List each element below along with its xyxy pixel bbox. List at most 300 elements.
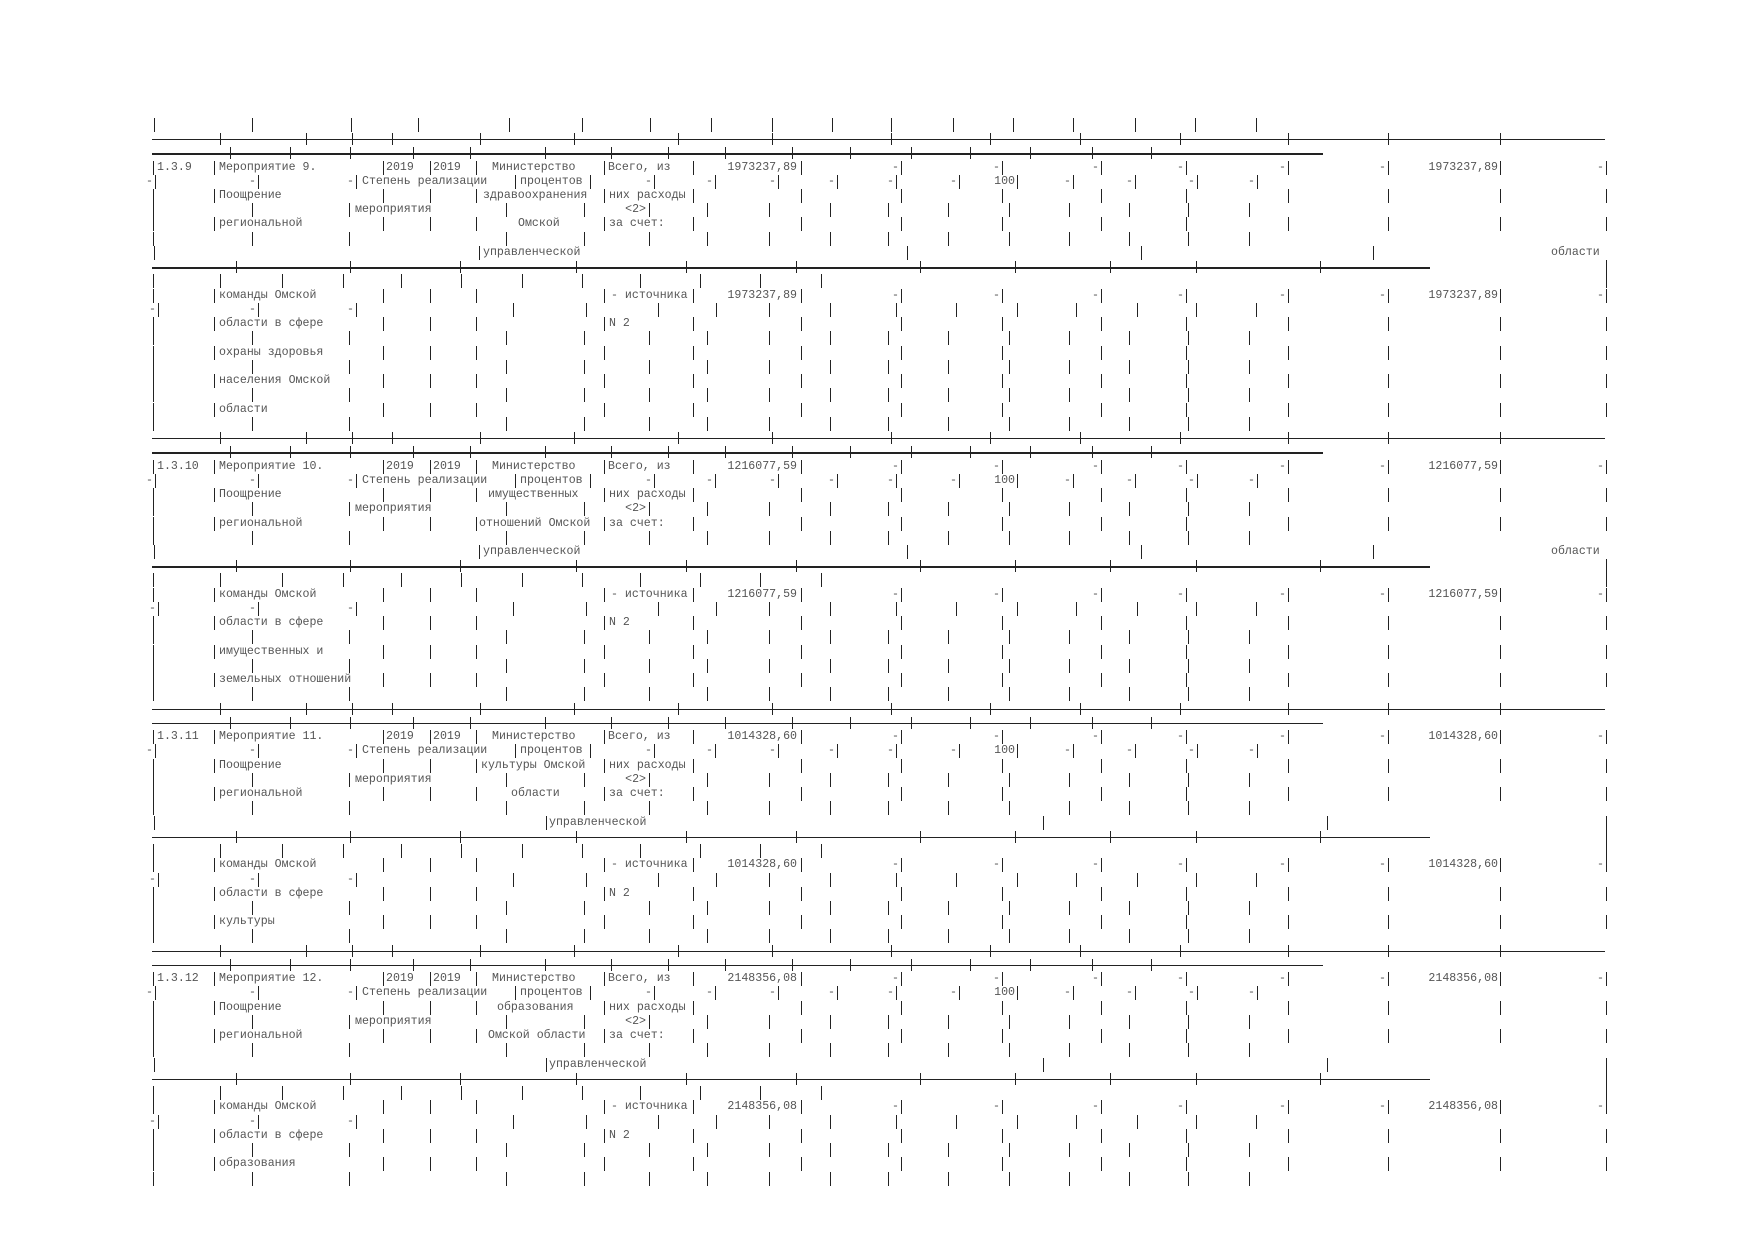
table-border	[1013, 118, 1014, 132]
table-border	[1606, 816, 1607, 830]
table-border	[1069, 1015, 1070, 1029]
table-border	[506, 531, 507, 545]
table-border	[383, 915, 384, 929]
footnote-ref: <2>	[625, 772, 646, 786]
total-amount: 2148356,08	[727, 972, 797, 986]
table-border	[476, 374, 477, 388]
table-border	[1288, 374, 1289, 388]
amount-cell: -	[1597, 730, 1604, 744]
table-border	[383, 289, 384, 303]
table-border	[769, 873, 770, 887]
funding-source-text: - источника	[611, 288, 688, 302]
table-border	[1101, 403, 1102, 417]
amount-cell: -	[1279, 459, 1286, 473]
table-border	[153, 403, 154, 417]
table-border	[1092, 446, 1093, 458]
measure-name-line: области	[219, 402, 268, 416]
table-border	[1288, 645, 1289, 659]
table-border	[769, 531, 770, 545]
table-border	[948, 531, 949, 545]
indicator-value: -	[1248, 986, 1255, 1000]
table-border	[1197, 986, 1198, 1000]
table-border	[1197, 474, 1198, 488]
table-border	[1606, 830, 1607, 844]
table-border	[1500, 189, 1501, 203]
table-border	[383, 460, 384, 474]
table-border	[430, 645, 431, 659]
table-border	[1186, 1001, 1187, 1015]
table-border	[590, 175, 591, 189]
table-border	[1186, 161, 1187, 175]
table-border	[1002, 858, 1003, 872]
table-border	[401, 274, 402, 288]
table-border	[896, 175, 897, 189]
table-border	[383, 403, 384, 417]
table-border	[515, 175, 516, 189]
table-border	[1388, 588, 1389, 602]
table-border	[1256, 1115, 1257, 1129]
table-border	[1327, 1058, 1328, 1072]
amount-cell: -	[1379, 587, 1386, 601]
table-border	[686, 261, 687, 273]
table-border	[658, 1115, 659, 1129]
table-border	[1030, 717, 1031, 729]
table-border	[470, 446, 471, 458]
table-border	[214, 645, 215, 659]
table-border	[1388, 517, 1389, 531]
amount-cell: -	[1379, 972, 1386, 986]
table-border	[1009, 659, 1010, 673]
table-border	[707, 203, 708, 217]
table-border	[888, 1043, 889, 1057]
table-border	[1186, 972, 1187, 986]
table-border	[1249, 630, 1250, 644]
table-border	[1002, 673, 1003, 687]
table-border	[769, 417, 770, 431]
indicator-value: -	[645, 473, 652, 487]
table-border	[901, 887, 902, 901]
table-border	[430, 1129, 431, 1143]
table-border	[1288, 217, 1289, 231]
table-border	[725, 717, 726, 729]
table-border	[349, 929, 350, 943]
table-border	[290, 147, 291, 159]
table-border	[513, 303, 514, 317]
table-border	[896, 873, 897, 887]
table-border	[700, 573, 701, 587]
table-border	[1388, 787, 1389, 801]
table-border	[769, 360, 770, 374]
table-border	[707, 901, 708, 915]
table-border	[1141, 246, 1142, 260]
table-border	[356, 175, 357, 189]
table-border	[611, 959, 612, 971]
table-border	[153, 844, 154, 858]
table-border	[716, 873, 717, 887]
table-border	[948, 929, 949, 943]
indicator-name: Степень реализации	[362, 174, 488, 188]
source-amount-2: 1973237,89	[1428, 288, 1498, 302]
table-border	[801, 1001, 802, 1015]
table-border	[1196, 873, 1197, 887]
table-border	[430, 517, 431, 531]
table-rule	[152, 1079, 1430, 1080]
table-border	[461, 1086, 462, 1100]
table-border	[1388, 133, 1389, 145]
empty-cell: -	[249, 1114, 256, 1128]
table-border	[1073, 118, 1074, 132]
table-border	[1009, 1143, 1010, 1157]
table-border	[1197, 744, 1198, 758]
table-border	[153, 858, 154, 872]
indicator-name: Степень реализации	[362, 986, 488, 1000]
amount-cell: -	[1279, 1100, 1286, 1114]
table-border	[214, 972, 215, 986]
table-border	[901, 730, 902, 744]
table-border	[153, 915, 154, 929]
table-border	[888, 773, 889, 787]
table-border	[1186, 887, 1187, 901]
table-border	[604, 759, 605, 773]
table-border	[383, 759, 384, 773]
table-border	[1101, 217, 1102, 231]
total-amount-2: 2148356,08	[1428, 972, 1498, 986]
amount-cell: -	[1597, 459, 1604, 473]
table-border	[1606, 1058, 1607, 1072]
table-border	[1073, 986, 1074, 1000]
table-border	[830, 1143, 831, 1157]
amount-cell: -	[1597, 1100, 1604, 1114]
table-border	[1186, 460, 1187, 474]
table-border	[1257, 175, 1258, 189]
table-border	[153, 1129, 154, 1143]
table-border	[343, 274, 344, 288]
amount-cell: -	[1279, 288, 1286, 302]
table-border	[155, 986, 156, 1000]
indicator-name: мероприятия	[355, 772, 432, 786]
table-border	[693, 972, 694, 986]
indicator-value: -	[645, 986, 652, 1000]
table-border	[716, 602, 717, 616]
table-border	[513, 1115, 514, 1129]
table-border	[214, 730, 215, 744]
indicator-value: -	[1064, 473, 1071, 487]
table-border	[1500, 432, 1501, 444]
amount-cell: -	[993, 858, 1000, 872]
table-border	[896, 986, 897, 1000]
table-border	[460, 261, 461, 273]
table-border	[252, 801, 253, 815]
table-border	[252, 1172, 253, 1186]
empty-cell: -	[249, 302, 256, 316]
table-border	[383, 645, 384, 659]
table-border	[1101, 1001, 1102, 1015]
table-border	[153, 388, 154, 402]
table-border	[948, 630, 949, 644]
table-border	[707, 531, 708, 545]
table-border	[252, 630, 253, 644]
table-border	[252, 118, 253, 132]
amount-cell: -	[1177, 730, 1184, 744]
table-border	[590, 744, 591, 758]
table-border	[970, 717, 971, 729]
table-border	[801, 972, 802, 986]
funding-source-text: Всего, из	[608, 160, 671, 174]
table-border	[888, 929, 889, 943]
indicator-value: -	[1188, 473, 1195, 487]
table-border	[640, 274, 641, 288]
table-border	[1606, 645, 1607, 659]
table-border	[1188, 331, 1189, 345]
table-border	[604, 673, 605, 687]
table-border	[546, 1058, 547, 1072]
table-border	[1101, 1129, 1102, 1143]
table-border	[891, 432, 892, 444]
table-border	[888, 630, 889, 644]
table-border	[476, 787, 477, 801]
table-border	[948, 801, 949, 815]
table-border	[1017, 744, 1018, 758]
executor-text: области	[1551, 245, 1600, 259]
table-border	[383, 1001, 384, 1015]
table-border	[1186, 374, 1187, 388]
table-border	[649, 1143, 650, 1157]
table-border	[1129, 417, 1130, 431]
table-border	[1129, 502, 1130, 516]
table-border	[654, 986, 655, 1000]
indicator-name: Степень реализации	[362, 744, 488, 758]
table-border	[1101, 346, 1102, 360]
table-border	[1015, 831, 1016, 843]
empty-cell: -	[249, 744, 256, 758]
executor-text: области	[1551, 544, 1600, 558]
source-amount: 1014328,60	[727, 858, 797, 872]
empty-cell: -	[149, 1114, 156, 1128]
measure-number: 1.3.9	[157, 160, 192, 174]
table-border	[792, 147, 793, 159]
amount-cell: -	[892, 1100, 899, 1114]
table-rule	[152, 153, 1323, 154]
table-border	[153, 346, 154, 360]
table-border	[604, 915, 605, 929]
table-border	[1069, 687, 1070, 701]
indicator-value: -	[645, 744, 652, 758]
table-border	[258, 744, 259, 758]
amount-cell: -	[1379, 730, 1386, 744]
table-border	[1180, 703, 1181, 715]
table-border	[772, 133, 773, 145]
table-border	[959, 474, 960, 488]
table-border	[1500, 403, 1501, 417]
table-border	[590, 986, 591, 1000]
amount-cell: -	[1379, 160, 1386, 174]
table-border	[506, 929, 507, 943]
amount-cell: -	[1279, 587, 1286, 601]
table-border	[888, 502, 889, 516]
table-border	[1196, 560, 1197, 572]
table-border	[1288, 1129, 1289, 1143]
table-border	[515, 474, 516, 488]
table-border	[584, 1043, 585, 1057]
table-border	[693, 460, 694, 474]
table-border	[1135, 744, 1136, 758]
amount-cell: -	[1177, 972, 1184, 986]
table-border	[830, 659, 831, 673]
empty-cell: -	[249, 473, 256, 487]
executor-text: Министерство	[492, 730, 576, 744]
measure-name-line: области в сфере	[219, 317, 324, 331]
table-border	[1186, 759, 1187, 773]
table-border	[1606, 460, 1607, 474]
table-border	[418, 118, 419, 132]
indicator-value: -	[1064, 744, 1071, 758]
table-border	[948, 502, 949, 516]
table-border	[356, 474, 357, 488]
table-border	[306, 432, 307, 444]
table-border	[356, 873, 357, 887]
table-border	[907, 545, 908, 559]
executor-text: имущественных	[488, 488, 579, 502]
table-border	[778, 986, 779, 1000]
table-border	[153, 659, 154, 673]
table-border	[716, 303, 717, 317]
indicator-value: 100	[994, 174, 1015, 188]
table-border	[352, 432, 353, 444]
measure-name-line: региональной	[219, 1029, 303, 1043]
table-border	[476, 1029, 477, 1043]
table-border	[1257, 474, 1258, 488]
table-border	[214, 1001, 215, 1015]
table-border	[1043, 816, 1044, 830]
table-border	[901, 787, 902, 801]
table-border	[649, 360, 650, 374]
table-border	[349, 1143, 350, 1157]
table-border	[1288, 1157, 1289, 1171]
table-border	[1288, 858, 1289, 872]
measure-title: Мероприятие 9.	[219, 160, 317, 174]
table-border	[584, 687, 585, 701]
measure-name-line: команды Омской	[219, 288, 317, 302]
table-border	[769, 388, 770, 402]
table-border	[901, 317, 902, 331]
table-border	[1110, 560, 1111, 572]
table-border	[153, 374, 154, 388]
table-border	[1249, 801, 1250, 815]
table-border	[383, 616, 384, 630]
table-border	[430, 616, 431, 630]
table-border	[1288, 346, 1289, 360]
table-border	[1606, 915, 1607, 929]
table-border	[911, 717, 912, 729]
table-border	[1129, 901, 1130, 915]
table-border	[506, 1172, 507, 1186]
table-border	[700, 1086, 701, 1100]
funding-source-text: - источника	[611, 1100, 688, 1114]
year-end: 2019	[433, 459, 461, 473]
table-border	[1110, 261, 1111, 273]
table-border	[830, 531, 831, 545]
table-border	[649, 901, 650, 915]
table-border	[1606, 274, 1607, 288]
table-border	[522, 274, 523, 288]
indicator-value: -	[1188, 174, 1195, 188]
table-border	[476, 887, 477, 901]
table-border	[1009, 687, 1010, 701]
table-border	[1373, 545, 1374, 559]
amount-cell: -	[993, 459, 1000, 473]
table-border	[693, 161, 694, 175]
table-border	[707, 630, 708, 644]
table-border	[769, 502, 770, 516]
table-border	[1069, 1143, 1070, 1157]
amount-cell: -	[1092, 972, 1099, 986]
table-border	[1500, 588, 1501, 602]
table-border	[154, 816, 155, 830]
table-border	[1606, 972, 1607, 986]
table-border	[586, 1115, 587, 1129]
table-border	[1188, 1015, 1189, 1029]
table-border	[1069, 360, 1070, 374]
table-border	[506, 203, 507, 217]
measure-name-line: области в сфере	[219, 616, 324, 630]
table-border	[430, 972, 431, 986]
table-border	[1151, 446, 1152, 458]
table-border	[522, 1086, 523, 1100]
table-border	[959, 986, 960, 1000]
table-border	[306, 703, 307, 715]
measure-name-line: команды Омской	[219, 587, 317, 601]
table-border	[1076, 602, 1077, 616]
table-border	[778, 744, 779, 758]
table-border	[888, 331, 889, 345]
table-border	[1129, 1043, 1130, 1057]
source-amount-2: 1014328,60	[1428, 858, 1498, 872]
table-border	[1288, 730, 1289, 744]
table-border	[413, 959, 414, 971]
table-border	[282, 1086, 283, 1100]
table-border	[430, 460, 431, 474]
table-border	[707, 801, 708, 815]
table-border	[1080, 133, 1081, 145]
table-border	[1288, 403, 1289, 417]
table-border	[214, 759, 215, 773]
table-border	[693, 189, 694, 203]
table-border	[1320, 831, 1321, 843]
table-border	[837, 175, 838, 189]
table-border	[769, 801, 770, 815]
table-border	[801, 759, 802, 773]
table-border	[1606, 1072, 1607, 1086]
table-border	[1002, 317, 1003, 331]
table-border	[220, 573, 221, 587]
table-border	[1009, 773, 1010, 787]
table-border	[1101, 759, 1102, 773]
table-border	[1101, 374, 1102, 388]
table-border	[383, 317, 384, 331]
table-border	[801, 1129, 802, 1143]
measure-name-line: региональной	[219, 516, 303, 530]
table-border	[1069, 417, 1070, 431]
table-border	[649, 773, 650, 787]
table-border	[1101, 673, 1102, 687]
table-border	[888, 232, 889, 246]
table-border	[1151, 717, 1152, 729]
table-border	[1500, 673, 1501, 687]
table-border	[1606, 588, 1607, 602]
table-border	[948, 1172, 949, 1186]
table-border	[350, 261, 351, 273]
table-border	[604, 1157, 605, 1171]
